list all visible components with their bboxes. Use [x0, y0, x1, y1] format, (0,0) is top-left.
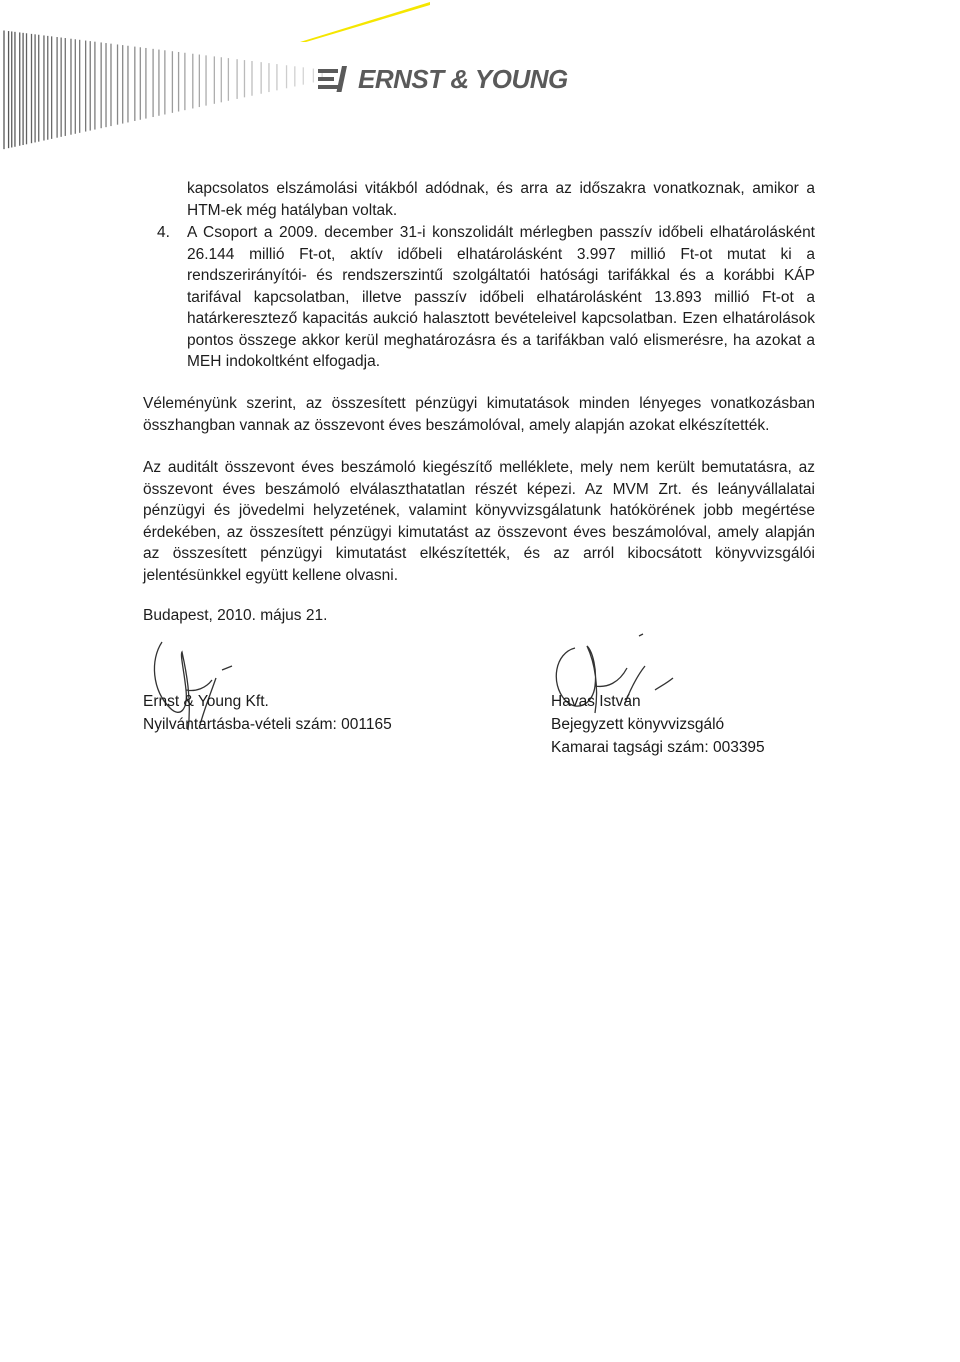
signature-block-right — [551, 690, 765, 759]
yellow-swoosh-graphic — [300, 2, 430, 42]
logo-wordmark: ERNST & YOUNG — [358, 63, 568, 94]
chamber-membership-number: Kamarai tagsági szám: 003395 — [551, 739, 765, 756]
firm-name: Ernst & Young Kft. — [143, 693, 269, 710]
audit-note-paragraph: Az auditált összevont éves beszámoló kiegészítő melléklete, mely nem került bemutatásra, az összevont éves beszámoló elválaszthatatlan részét képezi. Az MVM Zrt. és leányvállalatai pénzügyi és jövedelmi helyzetének, valamint könyvvizsgálatunk hatókörének jobb megértése érdekében, az összesített pénzügyi kimutatást az összevont éves beszámolóval, amely alapján az összesített pénzügyi kimutatást elkészítették, és az arról kibocsátott könyvvizsgálói jelentésünkkel együtt kellene olvasni. — [143, 459, 815, 584]
continuation-paragraph: kapcsolatos elszámolási vitákból adódnak, és arra az időszakra vonatkoznak, amikor a HTM-ek még hatályban voltak. — [187, 180, 815, 219]
opinion-paragraph: Véleményünk szerint, az összesített pénzügyi kimutatások minden lényeges vonatkozásban összhangban vannak az összevont éves beszámolóval, amely alapján azokat elkészítették. — [143, 395, 815, 434]
place-and-date: Budapest, 2010. május 21. — [143, 607, 328, 624]
list-item-number: 4. — [157, 224, 170, 241]
list-item-4-text: A Csoport a 2009. december 31-i konszolidált mérlegben passzív időbeli elhatárolásként 26.144 millió Ft-ot, aktív időbeli elhatárolásként 3.997 millió Ft-ot mutat ki a rendszerirányítói- és rendszerszintű szolgáltatói hatósági tarifákkal és a korábbi KÁP tarifával kapcsolatban, illetve passzív időbeli elhatárolásként 13.893 millió Ft-ot a határkeresztező kapacitás aukció halasztott bevételeivel kapcsolatban. Ezen elhatárolások pontos összege akkor kerül meghatározásra és a tarifákban való elismerésre, ha azokat a MEH indokoltként elfogadja. — [187, 224, 815, 370]
signature-block-left — [143, 690, 392, 736]
ernst-young-logo — [318, 62, 568, 96]
ey-logo-mark-icon — [318, 66, 350, 92]
letterhead-barcode-graphic — [0, 20, 330, 150]
firm-registration-number: Nyilvántartásba-vételi szám: 001165 — [143, 716, 392, 733]
auditor-title: Bejegyzett könyvvizsgáló — [551, 716, 725, 733]
auditor-name: Havas István — [551, 693, 641, 710]
